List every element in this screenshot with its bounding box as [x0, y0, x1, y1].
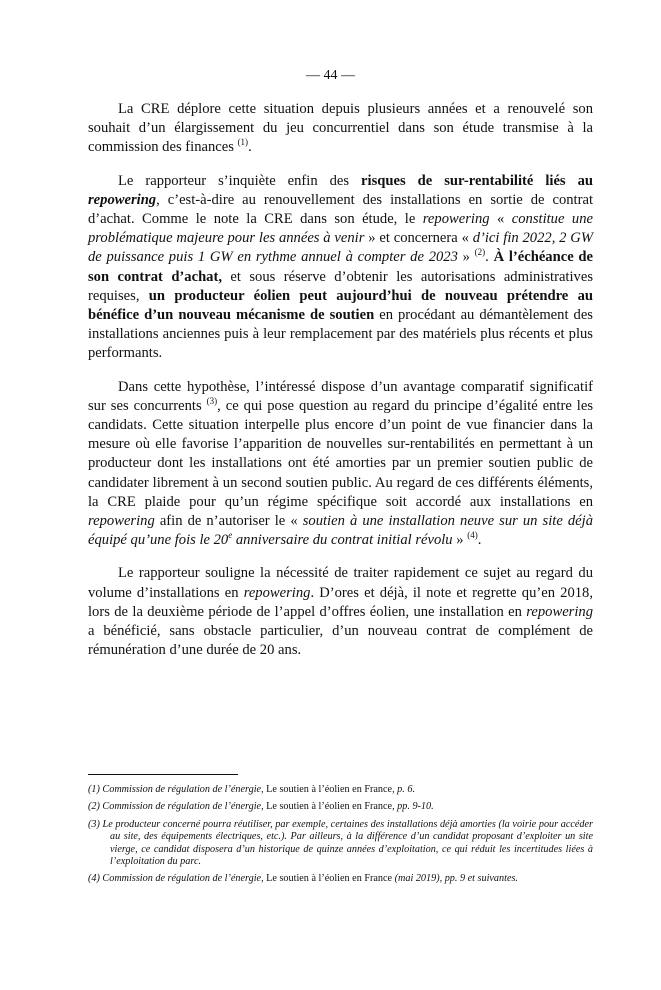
italic-text: d’ici fin 2022, 2 GW de puissance puis 1 GW en rythme annuel à compter de 2023 [88, 230, 593, 266]
text-run: et sous réserve d’obtenir les autorisations administratives requises, [88, 268, 593, 304]
paragraph [88, 100, 593, 158]
text-run: » [452, 532, 468, 549]
italic-text: repowering [526, 603, 593, 620]
italic-text: repowering [88, 513, 155, 530]
text-run: . D’ores et déjà, il note et regrette qu’en 2018, lors de la deuxième période de l’appel d’offres éolien, une installation en [88, 584, 593, 620]
text-run: Le soutien à l’éolien en France [266, 784, 393, 795]
text-run: en procédant au démantèlement des installations anciennes puis à leur remplacement par des matériels plus récents et plus performants. [88, 307, 593, 362]
paragraph [88, 172, 593, 364]
italic-text: (mai 2019), pp. 9 et suivantes. [392, 873, 518, 885]
footnote-reference: (3) [206, 395, 218, 406]
text-run: » [457, 249, 475, 266]
footnote [88, 873, 593, 885]
footnote [88, 784, 593, 796]
italic-text: , pp. 9-10. [392, 801, 434, 813]
body-text [88, 100, 593, 674]
bold-text: un producteur éolien peut aujourd’hui de nouveau prétendre au bénéfice d’un nouveau mécanisme de soutien [88, 287, 593, 324]
italic-text: constitue une problématique majeure pour les années à venir [88, 211, 593, 247]
italic-text: (3) Le producteur concerné pourra réutiliser, par exemple, certaines des installations déjà amorties (la voirie pour accéder au site, des équipements électriques, etc.). Par ailleurs, à la différence d’un candidat proposant d’exploiter un site vierge, ce candidat disposera d’un historique de quinze années d’exploitation, ce qui réduit les incertitudes liées à l’exploitation du parc. [88, 818, 593, 868]
footnote-reference: (4) [467, 530, 478, 541]
footnote-reference: (2) [474, 247, 486, 258]
text-run: Le rapporteur s’inquiète enfin des [118, 172, 362, 189]
italic-text: (4) Commission de régulation de l’énergie, [88, 873, 267, 885]
italic-text: anniversaire du contrat initial révolu [232, 532, 453, 549]
bold-text: risques de sur-rentabilité liés au [361, 172, 593, 189]
footnotes [88, 784, 593, 891]
bold-text: À l’échéance de son contrat d’achat, [88, 249, 594, 285]
footnote-reference: (1) [237, 137, 249, 148]
footnote [88, 801, 593, 813]
text-run: La CRE déplore cette situation depuis plusieurs années et a renouvelé son souhait d’un élargissement du jeu concurrentiel dans son étude transmise à la commission des finances [88, 101, 593, 156]
text-run: , c’est-à-dire au renouvellement des installations en sortie de contrat d’achat. Comme le note la CRE dans son étude, le [88, 191, 593, 228]
bold-italic-text: repowering [88, 191, 157, 208]
text-run: . [248, 139, 252, 156]
text-run: a bénéficié, sans obstacle particulier, d’un nouveau contrat de complément de rémunération d’une durée de 20 ans. [88, 623, 593, 659]
italic-text: repowering [243, 584, 311, 601]
footnote-separator [88, 774, 238, 775]
text-run: Le rapporteur souligne la nécessité de traiter rapidement ce sujet au regard du volume d’installations en [88, 565, 593, 601]
text-run: Dans cette hypothèse, l’intéressé dispose d’un avantage comparatif significatif sur ses concurrents [88, 378, 593, 414]
text-run: . [485, 249, 494, 266]
page-number: — 44 — [306, 68, 355, 83]
paragraph [88, 564, 593, 660]
text-run: Le soutien à l’éolien en France [266, 801, 393, 813]
text-run: , ce qui pose question au regard du principe d’égalité entre les candidats. Cette situation interpelle plus encore d’un point de vue financier dans la mesure où elle favorise l’apparition de nouvelles sur-rentabilités en permettant à un producteur dont les installations ont été amorties par un premier soutien public de candidater librement à un second soutien public. Au regard de ces différents éléments, la CRE plaide pour qu’un régime spécifique soit accordé aux installations en [88, 397, 593, 510]
paragraph [88, 378, 593, 551]
italic-text: repowering [422, 211, 490, 228]
text-run: . [477, 532, 482, 549]
italic-text: soutien à une installation neuve sur un site déjà équipé qu’une fois le 20 [88, 513, 593, 549]
footnote [88, 819, 593, 869]
italic-text: (2) Commission de régulation de l’énergie, [88, 801, 267, 813]
italic-text: (1) Commission de régulation de l’énergie, [88, 784, 267, 795]
text-run: afin de n’autoriser le « [154, 513, 303, 530]
text-run: Le soutien à l’éolien en France [266, 873, 393, 885]
italic-text: , p. 6. [392, 784, 415, 795]
text-run: » et concernera « [364, 230, 473, 247]
footnote-reference: e [228, 530, 233, 541]
text-run: « [489, 211, 512, 228]
